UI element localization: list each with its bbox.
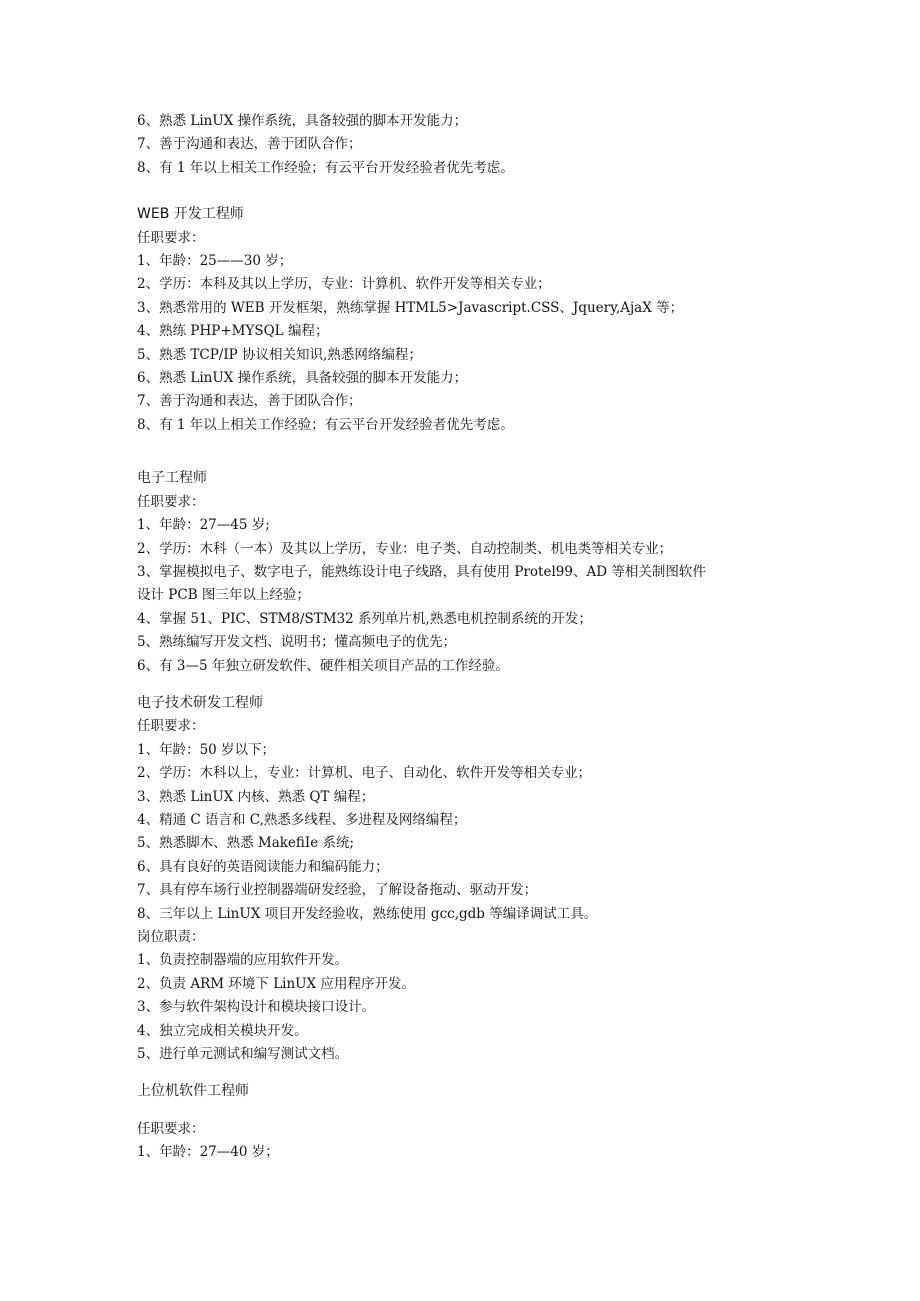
web-req-line: 5、熟悉 TCP/IP 协议相关知识,熟悉网络编程； — [137, 346, 422, 363]
spacer — [137, 437, 797, 467]
elec-req-line: 设计 PCB 图三年以上经验； — [137, 587, 310, 604]
rnd-req-line: 7、具有停车场行业控制器端研发经验，了解设备拖动、驱动开发； — [137, 882, 538, 899]
spacer — [137, 180, 797, 203]
web-req-line: 6、熟悉 LinUX 操作系统，具备较强的脚本开发能力； — [137, 370, 468, 387]
intro-line: 6、熟悉 LinUX 操作系统，具备较强的脚本开发能力； — [137, 113, 468, 129]
rnd-req-line: 2、学历：木科以上，专业：计算机、电子、自动化、软件开发等相关专业； — [137, 765, 592, 782]
web-req-line: 1、年龄：25——30 岁； — [137, 253, 293, 270]
intro-line: 7、善于沟通和表达，善于团队合作； — [137, 136, 362, 153]
rnd-duty-line: 2、负责 ARM 环境下 LinUX 应用程序开发。 — [137, 975, 415, 992]
rnd-req-line: 6、具有良好的英语阅读能力和编码能力； — [137, 858, 389, 875]
document-body — [137, 110, 797, 1165]
elec-req-line: 2、学历：木科（一本）及其以上学历，专业：电子类、自动控制类、机电类等相关专业； — [137, 540, 673, 557]
elec-req-line: 6、有 3—5 年独立研发软件、硬件相关项目产品的工作经验。 — [137, 657, 509, 674]
elec-req-label: 任职要求： — [137, 493, 205, 510]
elec-req-line: 4、掌握 51、PIC、STM8/STM32 系列单片机,熟悉电机控制系统的开发； — [137, 610, 592, 627]
rnd-req-label: 任职要求： — [137, 718, 205, 735]
web-req-label: 任职要求： — [137, 229, 205, 246]
elec-req-line: 1、年龄：27—45 岁; — [137, 517, 270, 534]
rnd-duty-label: 岗位职责： — [137, 929, 205, 945]
upper-section-title: 上位机软件工程师 — [137, 1083, 249, 1100]
rnd-req-line: 1、年龄：50 岁以下； — [137, 741, 276, 758]
elec-section-title: 电子工程师 — [137, 470, 207, 487]
web-req-line: 4、熟练 PHP+MYSQL 编程； — [137, 323, 329, 340]
rnd-req-line: 3、熟悉 LinUX 内核、熟悉 QT 编程； — [137, 788, 375, 805]
rnd-duty-line: 5、进行单元测试和编写测试文档。 — [137, 1046, 349, 1063]
web-req-line: 2、学历：本科及其以上学历，专业：计算机、软件开发等相关专业； — [137, 276, 551, 293]
web-section-title: WEB 开发工程师 — [137, 206, 244, 223]
web-req-line: 8、有 1 年以上相关工作经验；有云平台开发经验者优先考虑。 — [137, 416, 514, 433]
rnd-req-line: 8、三年以上 LinUX 项目开发经验收，熟练使用 gcc,gdb 等编译调试工具。 — [137, 905, 598, 922]
rnd-req-line: 4、精通 C 语言和 C,熟悉多线程、多进程及网络编程； — [137, 811, 467, 828]
spacer — [137, 1104, 797, 1118]
upper-req-line: 1、年龄：27—40 岁； — [137, 1144, 279, 1161]
spacer — [137, 1066, 797, 1080]
rnd-req-line: 5、熟悉脚木、熟悉 MakefiIe 系统; — [137, 835, 355, 852]
elec-req-line: 3、掌握模拟电子、数字电子，能熟练设计电子线路，具有使用 Protel99、AD 等相关制图软件 — [137, 563, 706, 580]
intro-line: 8、有 1 年以上相关工作经验；有云平台开发经验者优先考虑。 — [137, 159, 514, 176]
web-req-line: 7、善于沟通和表达，善于团队合作； — [137, 393, 362, 410]
rnd-section-title: 电子技术研发工程师 — [137, 694, 263, 711]
rnd-duty-line: 3、参与软件架构设计和模块接口设计。 — [137, 999, 376, 1016]
spacer — [137, 678, 797, 692]
rnd-duty-line: 4、独立完成相关模块开发。 — [137, 1022, 308, 1039]
rnd-duty-line: 1、负责控制器端的应用软件开发。 — [137, 952, 349, 969]
elec-req-line: 5、熟练编写开发文档、说明书；懂高频电子的优先； — [137, 634, 457, 651]
upper-req-label: 任职要求： — [137, 1120, 205, 1137]
web-req-line: 3、熟悉常用的 WEB 开发框架，熟练掌握 HTML5>Javascript.CSS、Jquery,AjaX 等； — [137, 299, 684, 316]
